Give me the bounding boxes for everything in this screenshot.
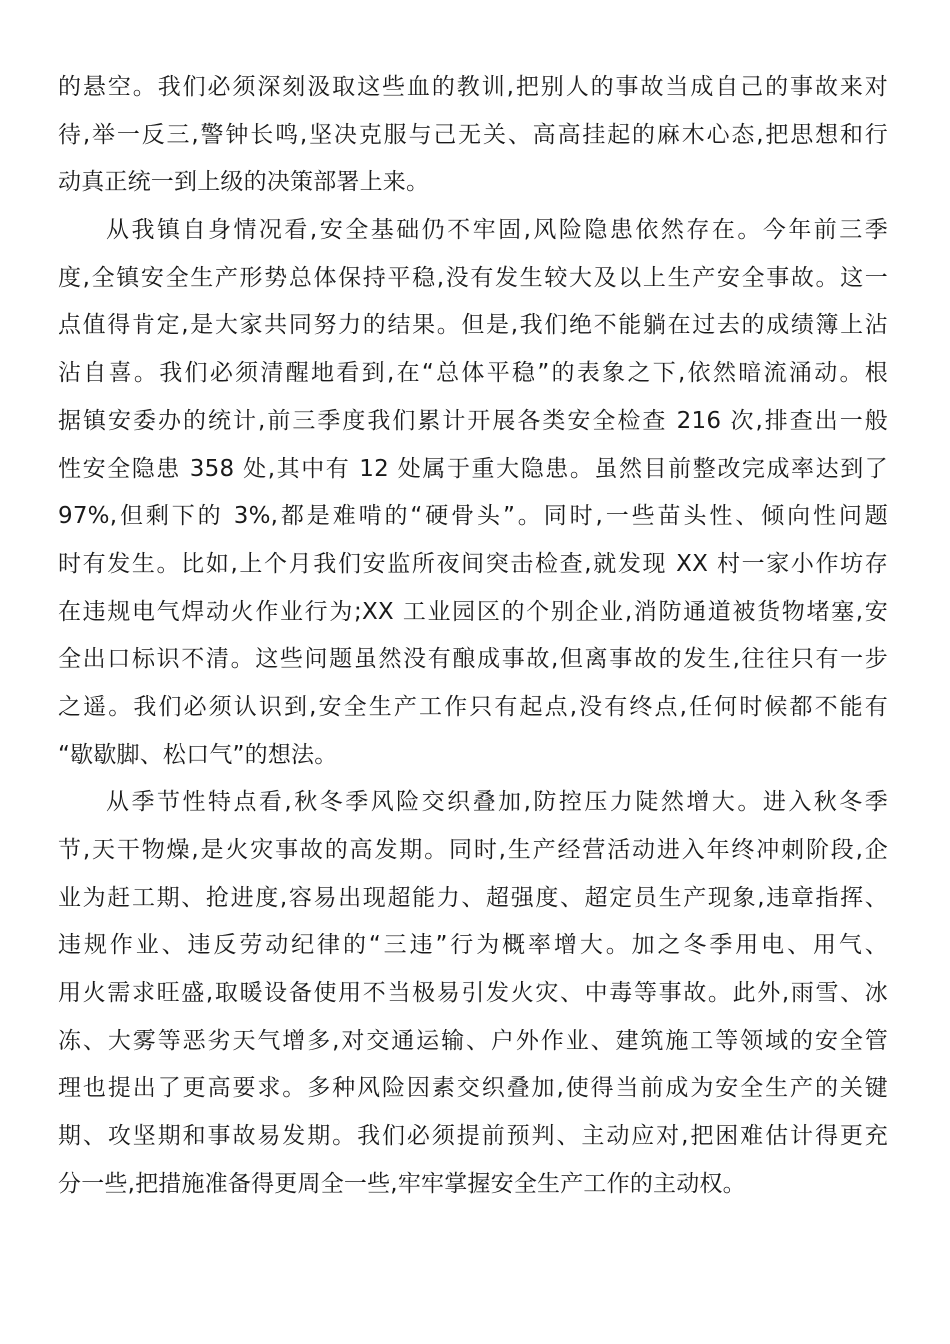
paragraph-1: [58, 64, 888, 207]
text-line: 在违规电气焊动火作业行为;XX 工业园区的个别企业,消防通道被货物堵塞,安: [58, 598, 888, 625]
text-line: 97%,但剩下的 3%,都是难啃的“硬骨头”。同时,一些苗头性、倾向性问题: [58, 503, 888, 530]
text-line: 期、攻坚期和事故易发期。我们必须提前预判、主动应对,把困难估计得更充: [58, 1123, 888, 1150]
text-line: 沾自喜。我们必须清醒地看到,在“总体平稳”的表象之下,依然暗流涌动。根: [58, 360, 888, 387]
paragraph-2: [58, 207, 888, 779]
text-line: 业为赶工期、抢进度,容易出现超能力、超强度、超定员生产现象,违章指挥、: [58, 884, 888, 911]
text-line: 时有发生。比如,上个月我们安监所夜间突击检查,就发现 XX 村一家小作坊存: [58, 550, 888, 577]
text-line-indented: 从我镇自身情况看,安全基础仍不牢固,风险隐患依然存在。今年前三季: [106, 217, 888, 244]
text-line: 违规作业、违反劳动纪律的“三违”行为概率增大。加之冬季用电、用气、: [58, 932, 888, 959]
document-page: [58, 64, 888, 1209]
text-line: “歇歇脚、松口气”的想法。: [58, 741, 338, 768]
text-line: 性安全隐患 358 处,其中有 12 处属于重大隐患。虽然目前整改完成率达到了: [58, 455, 888, 482]
text-line: 据镇安委办的统计,前三季度我们累计开展各类安全检查 216 次,排查出一般: [58, 407, 888, 434]
text-line: 冻、大雾等恶劣天气增多,对交通运输、户外作业、建筑施工等领域的安全管: [58, 1027, 888, 1054]
text-line: 度,全镇安全生产形势总体保持平稳,没有发生较大及以上生产安全事故。这一: [58, 264, 888, 291]
text-line: 动真正统一到上级的决策部署上来。: [58, 169, 430, 196]
text-line: 之遥。我们必须认识到,安全生产工作只有起点,没有终点,任何时候都不能有: [58, 693, 888, 720]
text-line: 分一些,把措施准备得更周全一些,牢牢掌握安全生产工作的主动权。: [58, 1170, 746, 1197]
text-line-indented: 从季节性特点看,秋冬季风险交织叠加,防控压力陡然增大。进入秋冬季: [106, 789, 888, 816]
text-line: 点值得肯定,是大家共同努力的结果。但是,我们绝不能躺在过去的成绩簿上沾: [58, 312, 888, 339]
paragraph-3: [58, 779, 888, 1208]
text-line: 的悬空。我们必须深刻汲取这些血的教训,把别人的事故当成自己的事故来对: [58, 74, 888, 100]
text-line: 用火需求旺盛,取暖设备使用不当极易引发火灾、中毒等事故。此外,雨雪、冰: [58, 980, 888, 1007]
text-line: 待,举一反三,警钟长鸣,坚决克服与己无关、高高挂起的麻木心态,把思想和行: [58, 121, 888, 148]
text-line: 理也提出了更高要求。多种风险因素交织叠加,使得当前成为安全生产的关键: [58, 1075, 888, 1102]
text-line: 节,天干物燥,是火灾事故的高发期。同时,生产经营活动进入年终冲刺阶段,企: [58, 837, 888, 863]
text-line: 全出口标识不清。这些问题虽然没有酿成事故,但离事故的发生,往往只有一步: [58, 646, 888, 673]
